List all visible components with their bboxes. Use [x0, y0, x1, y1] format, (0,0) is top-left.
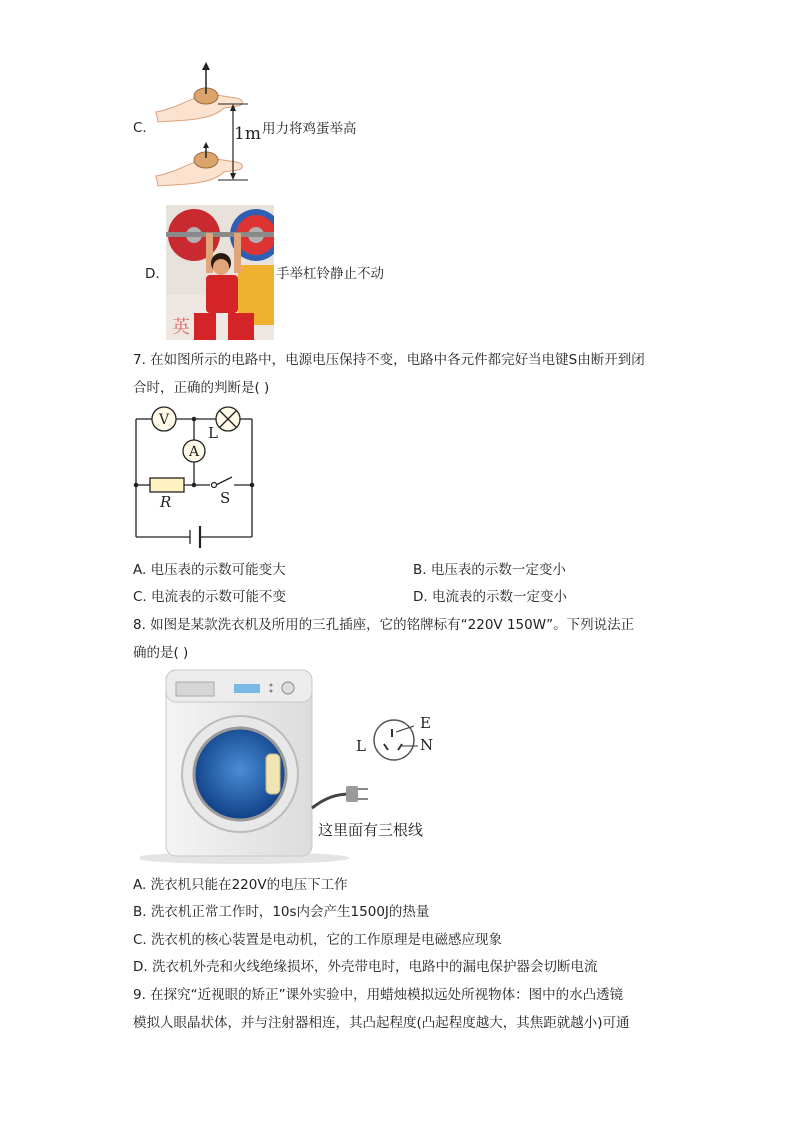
q8-option-a: A. 洗衣机只能在220V的电压下工作 [133, 877, 348, 893]
socket-label-e: E [420, 714, 431, 732]
q8-option-c: C. 洗衣机的核心装置是电动机，它的工作原理是电磁感应现象 [133, 932, 503, 948]
option-c-caption: 用力将鸡蛋举高 [262, 121, 357, 137]
wire-note: 这里面有三根线 [318, 821, 424, 839]
resistor-icon [150, 478, 184, 492]
q8-option-b: B. 洗衣机正常工作时，10s内会产生1500J的热量 [133, 904, 430, 920]
lower-hand-icon [156, 142, 242, 186]
photo-text: 英 [172, 317, 190, 338]
q7-option-d: D. 电流表的示数一定变小 [413, 589, 567, 605]
q8-stem-line1: 8. 如图是某款洗衣机及所用的三孔插座，它的铭牌标有“220V 150W”。下列说法正 [133, 617, 635, 633]
svg-text:L: L [208, 424, 218, 442]
option-d-letter: D. [145, 266, 160, 282]
circuit-diagram [128, 402, 263, 552]
socket-label-l: L [356, 737, 366, 755]
q7-stem-line1: 7. 在如图所示的电路中，电源电压保持不变，电路中各元件都完好当电键S由断开到闭 [133, 352, 645, 368]
q7-stem-line2: 合时，正确的判断是( ) [133, 380, 270, 396]
svg-text:S: S [220, 489, 231, 507]
q9-stem-line2: 模拟人眼晶状体，并与注射器相连，其凸起程度(凸起程度越大，其焦距就越小)可通 [133, 1015, 630, 1031]
weightlifter-photo [166, 205, 274, 340]
switch-icon [212, 483, 217, 488]
svg-text:V: V [158, 412, 170, 428]
svg-text:A: A [188, 444, 200, 460]
q7-option-a: A. 电压表的示数可能变大 [133, 562, 286, 578]
q9-stem-line1: 9. 在探究“近视眼的矫正”课外实验中，用蜡烛模拟远处所视物体：图中的水凸透镜 [133, 987, 624, 1003]
svg-text:R: R [160, 493, 172, 511]
option-d-caption: 手举杠铃静止不动 [276, 266, 384, 282]
q7-option-c: C. 电流表的示数可能不变 [133, 589, 287, 605]
socket-label-n: N [420, 736, 434, 754]
option-c-letter: C. [133, 120, 147, 136]
upper-hand-icon [156, 62, 242, 122]
q8-option-d: D. 洗衣机外壳和火线绝缘损坏，外壳带电时，电路中的漏电保护器会切断电流 [133, 959, 598, 975]
height-label: 1m [234, 124, 261, 144]
q7-option-b: B. 电压表的示数一定变小 [413, 562, 566, 578]
q8-stem-line2: 确的是( ) [133, 645, 189, 661]
